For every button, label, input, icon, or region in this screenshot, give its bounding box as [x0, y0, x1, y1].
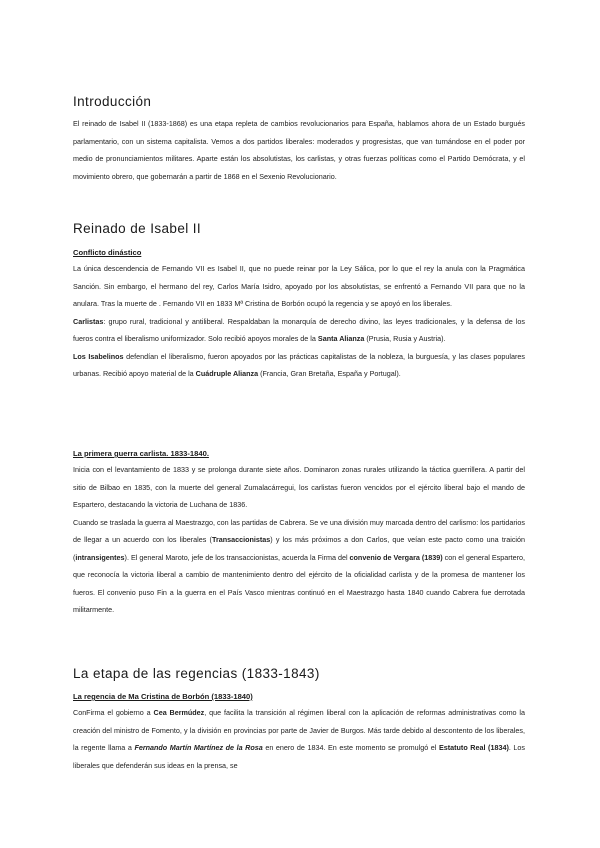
cristina-text-b: , que facilita la transición al régimen liberal con la aplicación de reformas administrativas como la creación del ministro de Fomento, y la división en provincias por parte de Javier de Burgos. Más tarde debido al descontento de los liberales, la regente llama a	[73, 708, 525, 752]
guerra-paragraph-1: Inicia con el levantamiento de 1833 y se prolonga durante siete años. Dominaron zonas rurales utilizando la táctica guerrillera. A partir del sitio de Bilbao en 1835, con la muerte del general Zumalacárregui, los carlistas fueron vencidos por el ejército liberal bajo el mando de Espartero, destacando la victoria de Luchana de 1836.	[73, 465, 525, 509]
cea-bermudez-term: Cea Bermúdez	[153, 708, 205, 717]
carlistas-text-a: : grupo rural, tradicional y antiliberal. Respaldaban la monarquía de derecho divino, las leyes tradicionales, y la defensa de los fueros contra el liberalismo uniformizador. Solo recibió apoyos morales de la	[73, 316, 525, 343]
conflicto-paragraph: La única descendencia de Fernando VII es Isabel II, que no puede reinar por la Ley Sálica, por lo que el rey la anula con la Pragmática Sanción. Sin embargo, el hermano del rey, Carlos María Isidro, apoyado por los absolutistas, se enfrentó a Fernando VII para que no la anulara. Tras la muerte de . Fernando VII en 1833 Mª Cristina de Borbón ocupó la regencia y se apoyó en los liberales.	[73, 264, 525, 308]
subheading-guerra: La primera guerra carlista. 1833-1840.	[73, 449, 209, 458]
isabelinos-text-a: defendían el liberalismo, fueron apoyados por las prácticas capitalistas de la nobleza, la burguesía, y las clases populares urbanas. Recibió apoyo material de la	[73, 351, 525, 378]
subheading-conflicto: Conflicto dinástico	[73, 248, 142, 257]
section-title-reinado: Reinado de Isabel II	[73, 221, 202, 236]
vergara-term: convenio de Vergara (1839)	[349, 552, 443, 562]
intransigentes-term: intransigentes	[75, 552, 125, 562]
santa-alianza-term: Santa Alianza	[317, 334, 365, 343]
section-title-introduccion: Introducción	[73, 94, 152, 109]
cuadruple-alianza-term: Cuádruple Alianza	[195, 369, 259, 378]
intro-paragraph: El reinado de Isabel II (1833-1868) es una etapa repleta de cambios revolucionarios para España, hablamos ahora de un Estado burgués parlamentario, con un sistema capitalista. Vemos a dos partidos liberales: moderados y progresistas, que van turnándose en el poder por medio de pronunciamientos militares. Aparte están los absolutistas, los carlistas, y otras fuerzas políticas como el Partido Demócrata, y el movimiento obrero, que gobernarán a partir de 1868 en el Sexenio Revolucionario.	[73, 119, 525, 181]
carlistas-text-b: (Prusia, Rusia y Austria).	[364, 334, 446, 343]
conflicto-block	[73, 246, 525, 383]
guerra-text-d: con el general Espartero, que reconocía la victoria liberal a cambio de mantenimiento dentro del ejército de la oficialidad carlista y de la promesa de mantener los fueros. El convenio puso Fin a la guerra en el País Vasco mientras continuó en el Maestrazgo hasta 1840 cuando Cabrera fue derrotada militarmente.	[73, 552, 525, 614]
guerra-text-a: Cuando se traslada la guerra al Maestrazgo, con las partidas de Cabrera. Se ve una división muy marcada dentro del carlismo: los partidarios de llegar a un acuerdo con los liberales (	[73, 517, 525, 544]
guerra-paragraph-2	[73, 514, 525, 619]
isabelinos-text-b: (Francia, Gran Bretaña, España y Portugal).	[258, 369, 401, 378]
cristina-text-d: . Los liberales que defenderán sus ideas en la prensa, se	[73, 743, 526, 770]
subheading-regencia-cristina: La regencia de Ma Cristina de Borbón (1833-1840)	[73, 692, 253, 701]
guerra-text-b: ) y los más próximos a don Carlos, que veían este pacto como una traición (	[73, 535, 525, 562]
section-title-regencias: La etapa de las regencias (1833-1843)	[73, 666, 320, 681]
carlistas-label: Carlistas	[73, 316, 104, 326]
regencia-cristina-paragraph	[73, 704, 525, 774]
isabelinos-label: Los Isabelinos	[73, 351, 124, 361]
intro-block	[73, 115, 525, 185]
transaccionistas-term: Transaccionistas	[211, 535, 271, 544]
fernando-martin-term: Fernando Martín Martínez de la Rosa	[134, 743, 263, 752]
isabelinos-paragraph	[73, 348, 525, 383]
estatuto-real-term: Estatuto Real (1834)	[438, 743, 509, 752]
guerra-block	[73, 447, 525, 619]
guerra-text-c: ). El general Maroto, jefe de los transaccionistas, acuerda la Firma del	[124, 552, 350, 562]
regencia-cristina-block	[73, 690, 525, 774]
cristina-text-a: ConFirma el gobierno a	[73, 708, 154, 717]
cristina-text-c: en enero de 1834. En este momento se promulgó el	[262, 743, 439, 752]
carlistas-paragraph	[73, 313, 525, 348]
